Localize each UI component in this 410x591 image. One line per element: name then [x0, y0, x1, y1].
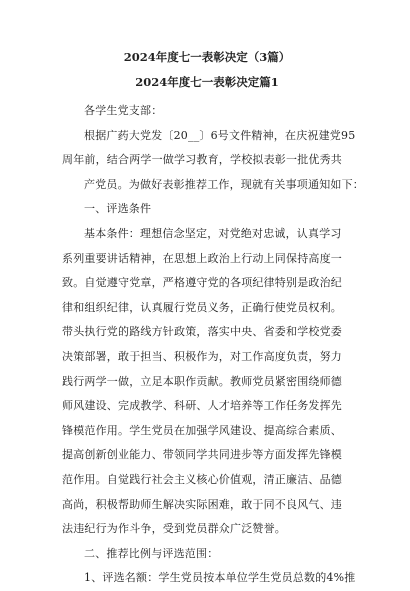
- section-heading: 二、推荐比例与评选范围：: [84, 546, 219, 560]
- body-line: 高尚，积极帮助师生解决实际困难，敢于同不良风气、违: [62, 497, 342, 511]
- body-line: 法违纪行为作斗争，受到党员群众广泛赞誉。: [62, 522, 286, 536]
- body-line: 践行两学一做，立足本职作贡献。教师党员紧密围绕师德: [62, 374, 342, 388]
- document-subtitle: 2024年度七一表彰决定篇1: [135, 75, 279, 89]
- body-line: 带头执行党的路线方针政策，落实中央、省委和学校党委: [62, 325, 342, 339]
- body-line: 产党员。为做好表彰推荐工作，现就有关事项通知如下：: [84, 177, 364, 191]
- body-line: 锋模范作用。学生党员在加强学风建设、提高综合素质、: [62, 423, 342, 437]
- body-line: 律和组织纪律，认真履行党员义务，正确行使党员权利。: [62, 300, 342, 314]
- body-line: 根据广药大党发〔20__〕6号文件精神，在庆祝建党95: [84, 128, 356, 142]
- body-line: 决策部署，敢于担当、积极作为，对工作高度负责，努力: [62, 349, 342, 363]
- document-title: 2024年度七一表彰决定（3篇）: [123, 50, 291, 64]
- body-line: 致。自觉遵守党章，严格遵守党的各项纪律特别是政治纪: [62, 276, 342, 290]
- body-line: 师风建设、完成教学、科研、人才培养等工作任务发挥先: [62, 399, 342, 413]
- body-line: 系列重要讲话精神，在思想上政治上行动上同保持高度一: [62, 251, 342, 265]
- body-line: 各学生党支部：: [84, 104, 163, 117]
- body-line: 基本条件：理想信念坚定，对党绝对忠诚，认真学习: [84, 226, 342, 240]
- body-line: 1、评选名额：学生党员按本单位学生党员总数的4%推: [84, 571, 356, 585]
- body-line: 提高创新创业能力、带领同学共同进步等方面发挥先锋模: [62, 448, 342, 462]
- body-line: 周年前，结合两学一做学习教育，学校拟表彰一批优秀共: [62, 153, 342, 167]
- body-line: 范作用。自觉践行社会主义核心价值观，清正廉洁、品德: [62, 472, 342, 486]
- document-body: [62, 99, 364, 591]
- section-heading: 一、评选条件: [84, 202, 152, 216]
